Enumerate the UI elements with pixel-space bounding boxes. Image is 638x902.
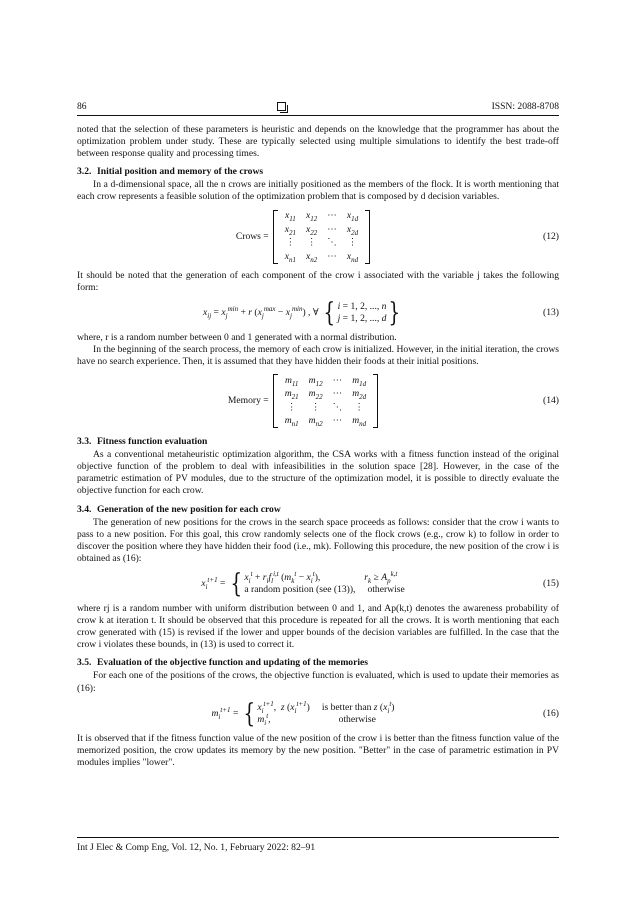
- paragraph-3-4-a: The generation of new positions for the crows in the search space proceeds as follows: consider that the crow i wants to pass to a new position. For this goal, this crow randomly selects one of the flock crows (e.g., crow k) to follow in order to discover the position where they have hidden their food (i.e., mk). Following this procedure, the new position of the crow i is obtained as (16):: [77, 516, 559, 564]
- memory-matrix: $m_{11}$ $m_{12}$ ⋯ $m_{1d}$ $m_{21}$ $m_{22}$ ⋯ $m_{2d}$ ⋮ ⋮ ⋱ ⋮ $m_{n1}$ $m_{n2}$ ⋯ $m_{nd}$: [273, 374, 378, 428]
- paragraph-3-2-d: In the beginning of the search process, the memory of each crow is initialized. However, in the initial iteration, the crows have no search experience. Then, it is assumed that they have hidden their foods at their initial positions.: [77, 343, 559, 367]
- section-heading-3-3: 3.3. Fitness function evaluation: [77, 436, 208, 448]
- paragraph-3-2-a: In a d-dimensional space, all the n crows are initially positioned as the members of the flock. It is worth mentioning that each crow represents a feasible solution of the optimization problem that is composed by d decision variables.: [77, 179, 559, 203]
- paragraph-3-2-b: It should be noted that the generation of each component of the crow i associated with the variable j takes the following form:: [77, 269, 559, 293]
- page-number: 86: [77, 101, 87, 112]
- eq14-label: Memory =: [227, 394, 269, 406]
- equation-13: $x_{ij}$ = $x_j^{min}$ + r ( $x_j^{max}$ − $x_j^{min}$ ) , ∀ { i = 1, 2, ..., n j = 1, 2, ..., d } (13): [202, 297, 559, 328]
- eq13-number: (13): [543, 306, 559, 318]
- paragraph-3-2-c: where, r is a random number between 0 and 1 generated with a normal distribution.: [77, 331, 397, 343]
- header-rule: [77, 115, 559, 116]
- equation-15: $x_i^{t+1}$ = { $x_i^t + r_if_l^{i,t}$ $(m_k^t - x_i^t)$, $r_k \ge A_p^{k,t}$ a random position (see (13)), otherwise (15): [201, 568, 559, 599]
- footer-citation: Int J Elec & Comp Eng, Vol. 12, No. 1, February 2022: 82–91: [77, 842, 316, 853]
- section-heading-3-5: 3.5. Evaluation of the objective function and updating of the memories: [77, 657, 369, 669]
- equation-14: [77, 372, 559, 430]
- journal-box-icon: [277, 102, 286, 111]
- eq12-label: Crows =: [235, 230, 269, 242]
- section-heading-3-2: 3.2. Initial position and memory of the crows: [77, 166, 264, 178]
- eq15-number: (15): [543, 577, 559, 589]
- article-body: [77, 124, 559, 769]
- paragraph-3-5-a: For each one of the positions of the crows, the objective function is evaluated, which is used to update their memories as (16):: [77, 670, 559, 694]
- eq16-number: (16): [543, 707, 559, 719]
- section-heading-3-4: 3.4. Generation of the new position for each crow: [77, 503, 281, 515]
- footer-rule: [77, 837, 559, 838]
- equation-12: [77, 208, 559, 266]
- eq12-number: (12): [543, 230, 559, 242]
- paragraph-3-3: As a conventional metaheuristic optimization algorithm, the CSA works with a fitness function instead of the original objective function of the problem to deal with infeasibilities in the solution space [28]. However, in the case of the parametric estimation of PV modules, due to the structure of the optimization model, it is possible to directly evaluate the objective function for each crow.: [77, 449, 559, 497]
- paragraph-3-5-b: It is observed that if the fitness function value of the new position of the crow i is better than the fitness function value of the memorized position, the crow updates its memory by the new position. "Better" in the case of parametric estimation in PV modules implies "lower".: [77, 732, 559, 768]
- intro-paragraph: noted that the selection of these parameters is heuristic and depends on the knowledge that the programmer has about the optimization problem under study. These are typically selected using multiple simulations to identify the best trade-off between response quality and processing times.: [77, 124, 559, 160]
- paragraph-3-4-b: where rj is a random number with uniform distribution between 0 and 1, and Ap(k,t) denotes the awareness probability of crow k at iteration t. It should be observed that this procedure is repeated for all the crows. It is worth mentioning that each crow generated with (15) is revised if the lower and upper bounds of the decision variables are fulfilled. In the case that the crow i violates these bounds, in (13) is used to correct it.: [77, 602, 559, 651]
- issn-label: ISSN: 2088-8708: [491, 101, 559, 112]
- eq14-number: (14): [543, 394, 559, 406]
- crows-matrix: $x_{11}$ $x_{12}$ ⋯ $x_{1d}$ $x_{21}$ $x_{22}$ ⋯ $x_{2d}$ ⋮ ⋮ ⋱ ⋮ $x_{n1}$ $x_{n2}$ ⋯ $x_{nd}$: [273, 210, 370, 264]
- equation-16: $m_i^{t+1}$ = { $x_i^{t+1}$, z $(x_i^{t+1})$ is better than z $(x_i^t)$ $m_i^t$, otherwise (16): [211, 698, 559, 729]
